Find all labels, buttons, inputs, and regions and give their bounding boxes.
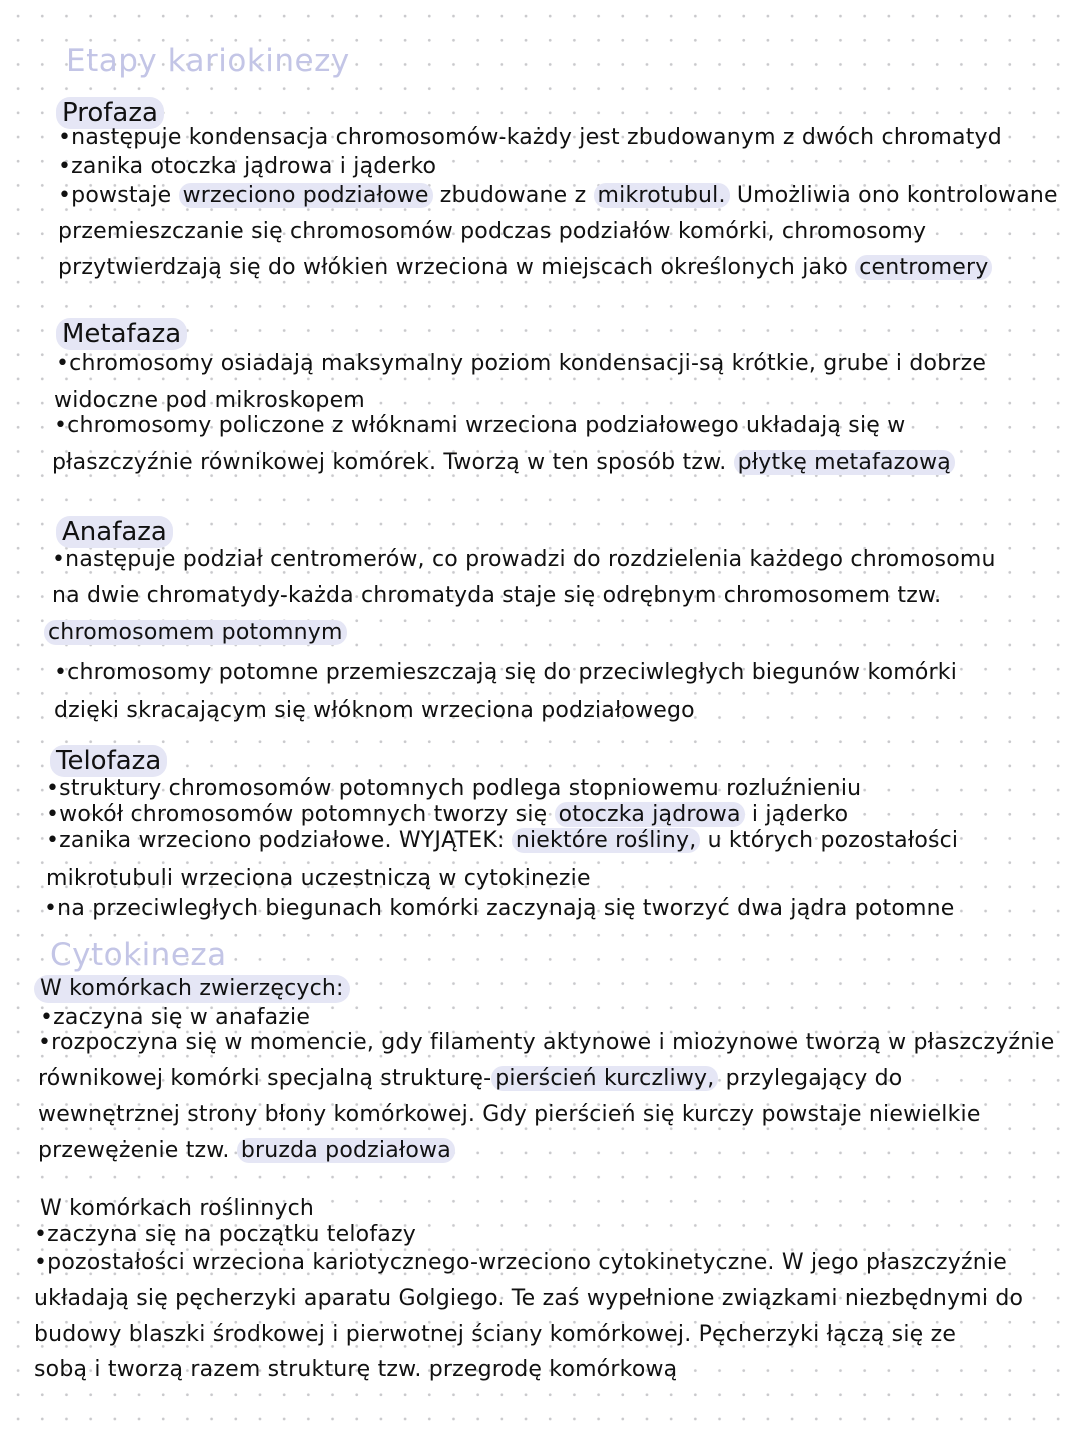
highlight-term: chromosomem potomnym xyxy=(44,620,347,645)
highlight-term: centromery xyxy=(855,255,992,280)
highlight-term: pierścień kurczliwy, xyxy=(491,1066,718,1091)
highlight-term: mikrotubul. xyxy=(594,183,730,208)
text-line: •chromosomy potomne przemieszczają się do przeciwległych biegunów komórki xyxy=(54,660,958,685)
heading-telofaza: Telofaza xyxy=(50,745,167,777)
text-run: równikowej komórki specjalną strukturę- xyxy=(38,1066,492,1091)
text-run: przytwierdzają się do włókien wrzeciona w miejscach określonych jako xyxy=(58,255,856,280)
text-line: •chromosomy policzone z włóknami wrzeciona podziałowego układają się w xyxy=(54,413,906,438)
text-line: •zanika otoczka jądrowa i jąderko xyxy=(58,154,437,179)
highlight-term: bruzda podziałowa xyxy=(237,1138,455,1163)
text-run: •powstaje xyxy=(58,183,179,208)
text-line: na dwie chromatydy-każda chromatyda staje się odrębnym chromosomem tzw. xyxy=(52,583,942,608)
text-line: •pozostałości wrzeciona kariotycznego-wrzeciono cytokinetyczne. W jego płaszczyźnie xyxy=(34,1250,1007,1275)
text-line: •następuje kondensacja chromosomów-każdy jest zbudowanym z dwóch chromatyd xyxy=(58,125,1002,150)
text-run: płaszczyźnie równikowej komórek. Tworzą w ten sposób tzw. xyxy=(52,450,734,475)
text-run: •zanika wrzeciono podziałowe. WYJĄTEK: xyxy=(46,828,512,853)
text-line: •chromosomy osiadają maksymalny poziom kondensacji-są krótkie, grube i dobrze xyxy=(56,351,987,376)
text-line: budowy blaszki środkowej i pierwotnej ściany komórkowej. Pęcherzyki łączą się ze xyxy=(34,1322,957,1347)
cytokineza-title: Cytokineza xyxy=(50,937,227,973)
highlight-term: wrzeciono podziałowe xyxy=(179,183,433,208)
text-line: dzięki skracającym się włóknom wrzeciona podziałowego xyxy=(54,698,695,723)
heading-anafaza: Anafaza xyxy=(56,516,173,548)
text-line: •zaczyna się w anafazie xyxy=(40,1005,311,1030)
text-line xyxy=(46,827,958,855)
text-line: mikrotubuli wrzeciona uczestniczą w cytokinezie xyxy=(46,866,591,891)
text-run: i jąderko xyxy=(744,802,849,827)
text-line: •na przeciwległych biegunach komórki zaczynają się tworzyć dwa jądra potomne xyxy=(44,896,955,921)
text-line xyxy=(44,619,347,647)
highlight-term: niektóre rośliny, xyxy=(512,828,701,853)
text-line xyxy=(52,449,955,477)
text-line: •zaczyna się na początku telofazy xyxy=(34,1222,416,1247)
text-line: •następuje podział centromerów, co prowadzi do rozdzielenia każdego chromosomu xyxy=(52,547,996,572)
text-line xyxy=(58,254,992,282)
text-line xyxy=(58,182,1058,210)
text-line: układają się pęcherzyki aparatu Golgiego. Te zaś wypełnione związkami niezbędnymi do xyxy=(34,1286,1024,1311)
text-run: •wokół chromosomów potomnych tworzy się xyxy=(46,802,555,827)
text-line xyxy=(38,1065,902,1093)
text-run: u których pozostałości xyxy=(700,828,959,853)
text-run: przewężenie tzw. xyxy=(38,1138,237,1163)
page-title: Etapy kariokinezy xyxy=(66,43,350,79)
highlight-term: otoczka jądrowa xyxy=(555,802,745,827)
heading-metafaza: Metafaza xyxy=(56,318,187,350)
text-line xyxy=(46,801,848,829)
text-run: przylegający do xyxy=(718,1066,903,1091)
text-run: zbudowane z xyxy=(432,183,594,208)
text-line: wewnętrznej strony błony komórkowej. Gdy pierścień się kurczy powstaje niewielkie xyxy=(38,1102,981,1127)
text-line: sobą i tworzą razem strukturę tzw. przegrodę komórkową xyxy=(34,1357,678,1382)
text-line: •struktury chromosomów potomnych podlega stopniowemu rozluźnieniu xyxy=(46,776,862,801)
heading-profaza: Profaza xyxy=(56,97,164,129)
text-run: Umożliwia ono kontrolowane xyxy=(729,183,1058,208)
text-line: przemieszczanie się chromosomów podczas podziałów komórki, chromosomy xyxy=(58,219,927,244)
heading-animal-cells: W komórkach zwierzęcych: xyxy=(34,975,350,1003)
text-line: widoczne pod mikroskopem xyxy=(54,388,365,413)
heading-plant-cells: W komórkach roślinnych xyxy=(40,1196,315,1221)
text-line xyxy=(38,1137,455,1165)
highlight-term: płytkę metafazową xyxy=(734,450,955,475)
text-line: •rozpoczyna się w momencie, gdy filamenty aktynowe i miozynowe tworzą w płaszczyźnie xyxy=(38,1030,1055,1055)
